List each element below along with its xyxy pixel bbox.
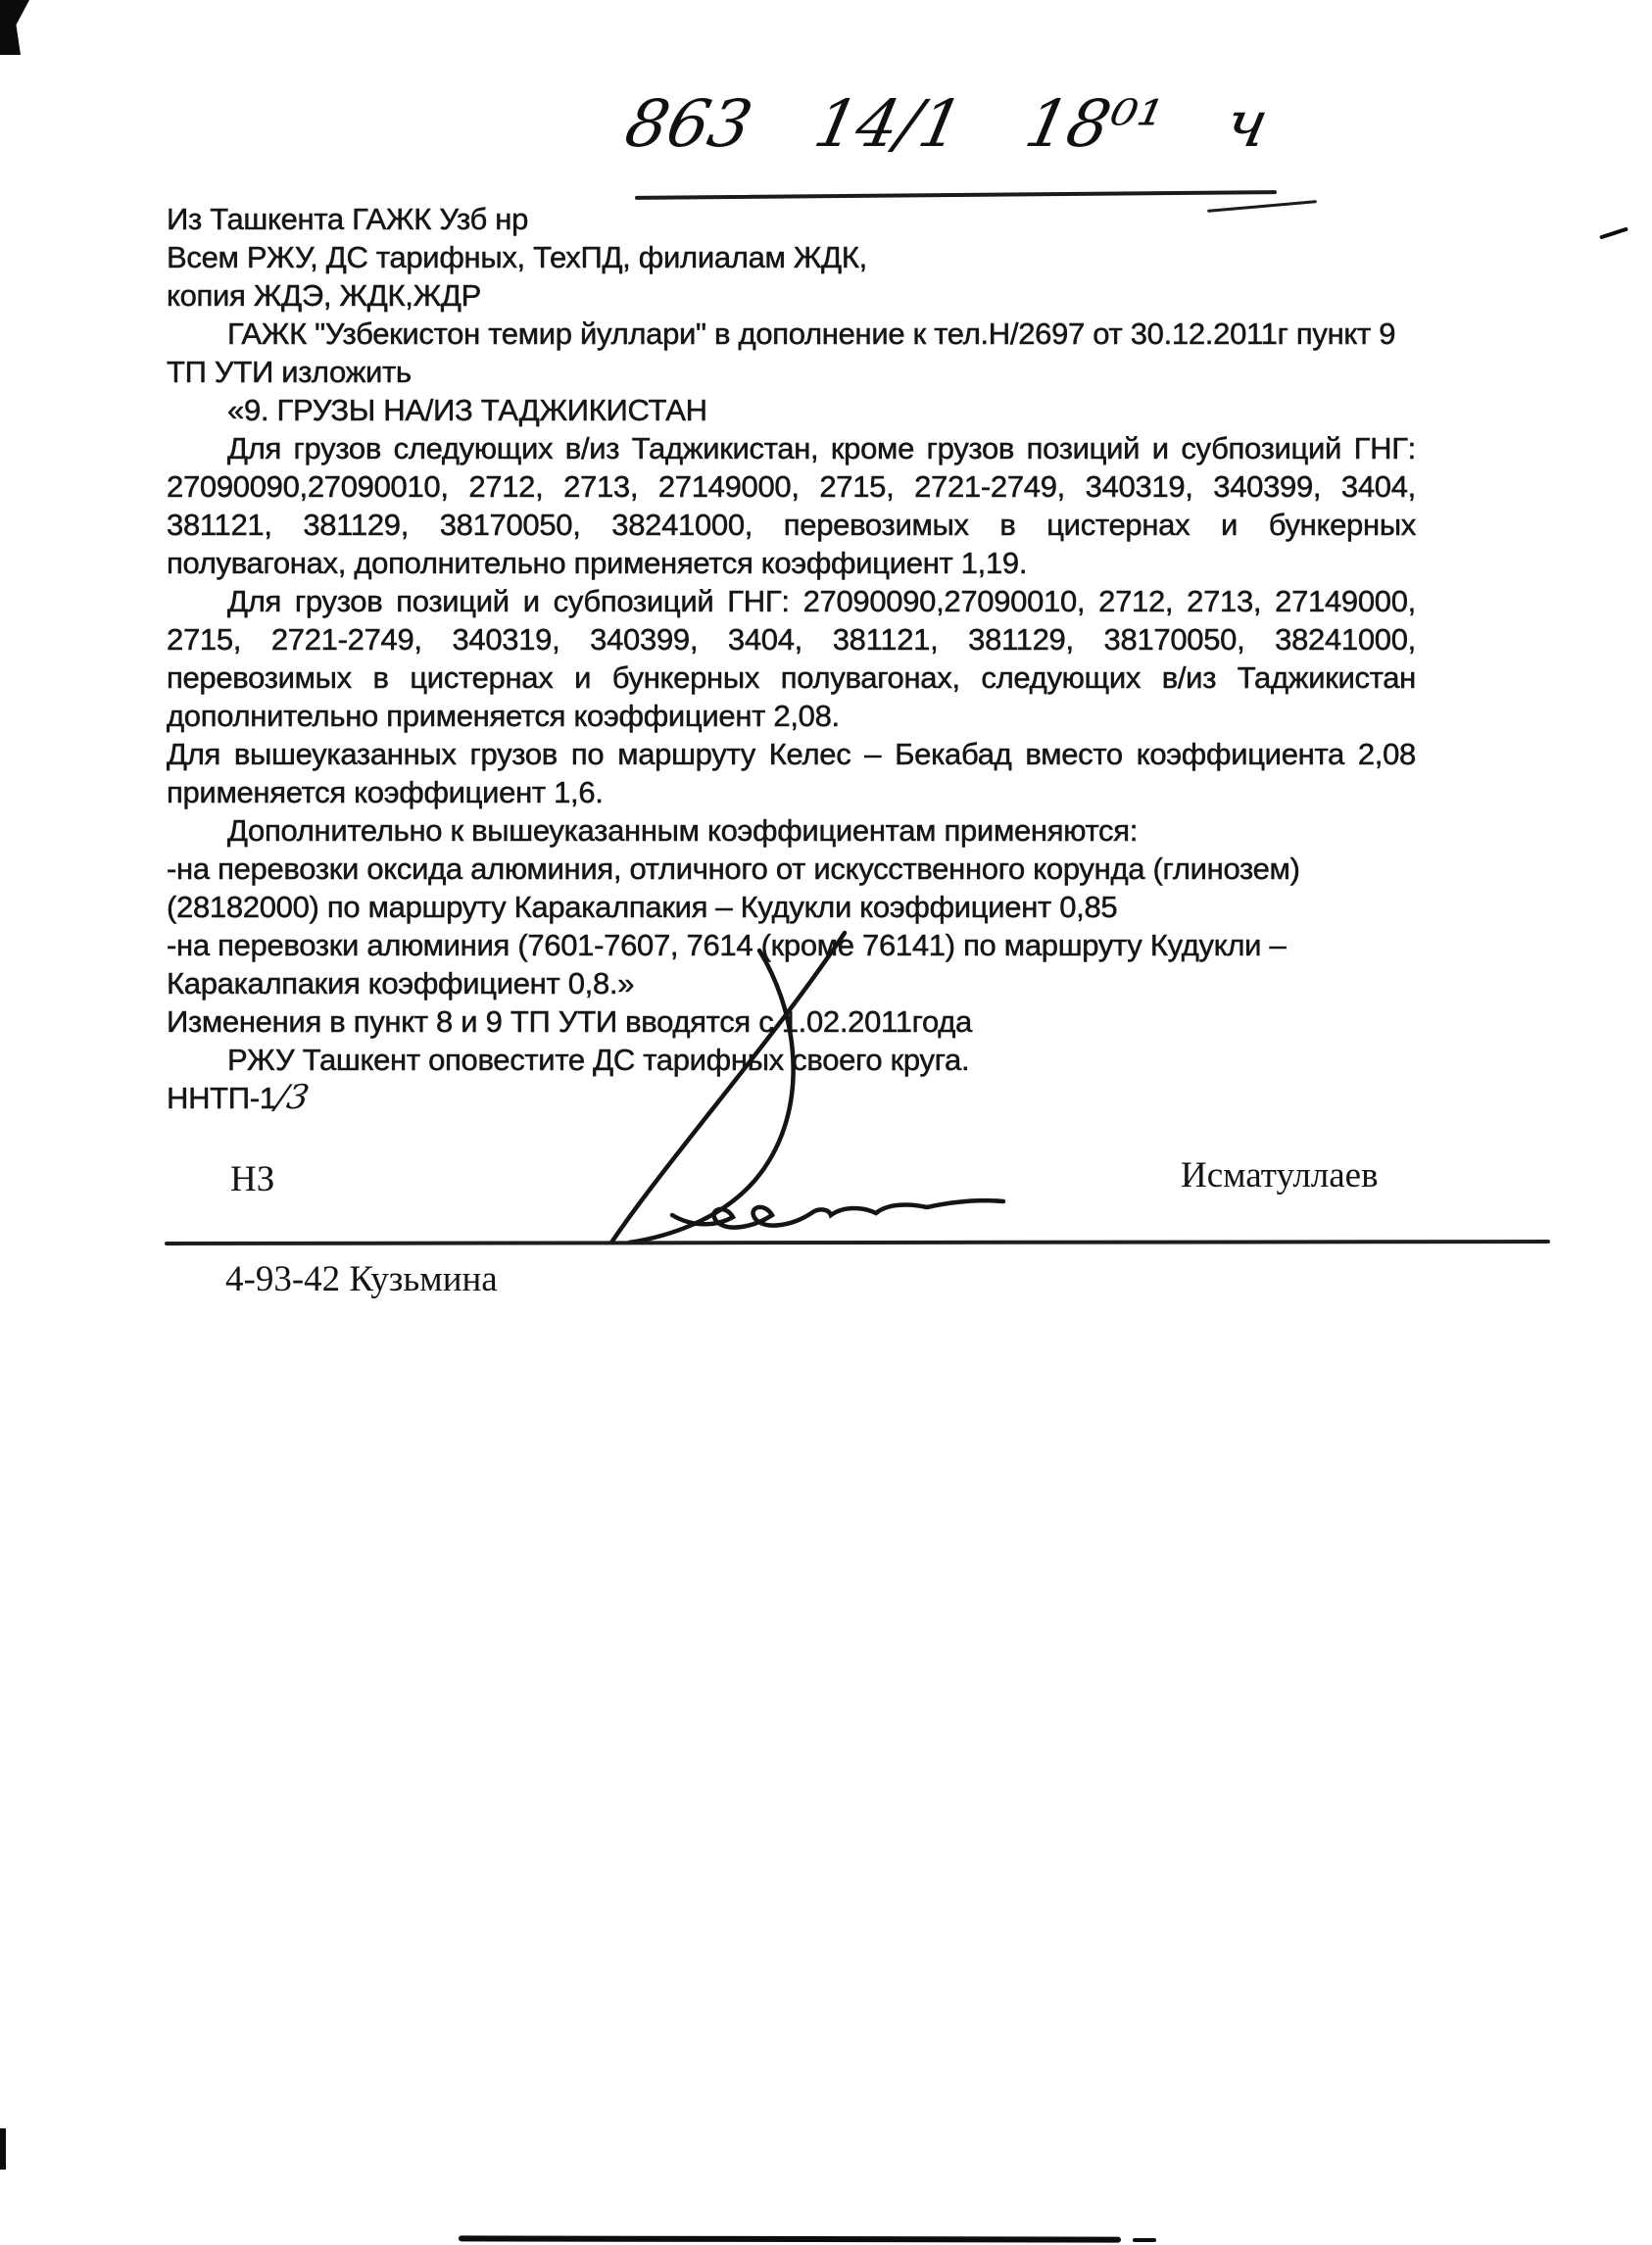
item-alumina: -на перевозки оксида алюминия, отличного от искусственного корунда (глинозем) (28182000) по маршруту Каракалпакия – Кудукли коэффициент 0,85 [167,852,1300,924]
from-line: Из Ташкента ГАЖК Узб нр [167,202,529,236]
intro-paragraph: ГАЖК "Узбекистон темир йуллари" в дополнение к тел.Н/2697 от 30.12.2011г пункт 9 ТП УТИ изложить [167,317,1396,389]
addressee-line-1: Всем РЖУ, ДС тарифных, ТехПД, филиалам ЖДК, [167,240,867,274]
effective-date-line: Изменения в пункт 8 и 9 ТП УТИ вводятся с 1.02.2011года [167,1004,972,1039]
addressee-line-2: копия ЖДЭ, ЖДК,ЖДР [167,278,481,313]
ref-code-handwritten: /3 [272,1078,312,1117]
separator-line [165,1240,1550,1245]
scan-artifact-right-tick [1599,226,1628,239]
signer-name: Исматуллаев [1181,1155,1379,1196]
paragraph-keles-bekabad: Для вышеуказанных грузов по маршруту Келес – Бекабад вместо коэффициента 2,08 применяется коэффициент 1,6. [167,737,1416,809]
additional-coefficients-intro: Дополнительно к вышеуказанным коэффициентам применяются: [227,813,1139,848]
signer-title: НЗ [230,1159,275,1199]
handwritten-number: 863 14/1 18⁰¹ ч [618,86,1276,162]
contact-line: 4-93-42 Кузьмина [225,1259,498,1299]
handwritten-underline [635,190,1277,200]
scan-artifact-left-edge [0,2128,6,2170]
scan-artifact-bottom-dash [1133,2238,1156,2242]
paragraph-coefficient-119: Для грузов следующих в/из Таджикистан, кроме грузов позиций и субпозиций ГНГ: 27090090,27090010, 2712, 2713, 27149000, 2715, 2721-2749, 340319, 340399, 3404, 381121, 381129, 38170050, 38241000, перевозимых в цистернах и бункерных полувагонах, дополнительно применяется коэффициент 1,19. [167,431,1416,580]
letter-body [167,200,1416,1117]
section-heading: «9. ГРУЗЫ НА/ИЗ ТАДЖИКИСТАН [227,393,707,427]
paragraph-coefficient-208: Для грузов позиций и субпозиций ГНГ: 27090090,27090010, 2712, 2713, 27149000, 2715, 2721-2749, 340319, 340399, 3404, 381121, 381129, 38170050, 38241000, перевозимых в цистернах и бункерных полувагонах, следующих в/из Таджикистан дополнительно применяется коэффициент 2,08. [167,584,1416,733]
ref-code: ННТП-1 [167,1081,276,1115]
item-aluminium: -на перевозки алюминия (7601-7607, 7614 (кроме 76141) по маршруту Кудукли – Каракалпакия коэффициент 0,8.» [167,928,1287,1000]
scan-artifact-corner [0,0,29,55]
notify-line: РЖУ Ташкент оповестите ДС тарифных своего круга. [227,1043,970,1077]
scan-artifact-bottom-line [459,2235,1121,2242]
ref-line [167,1079,1416,1117]
